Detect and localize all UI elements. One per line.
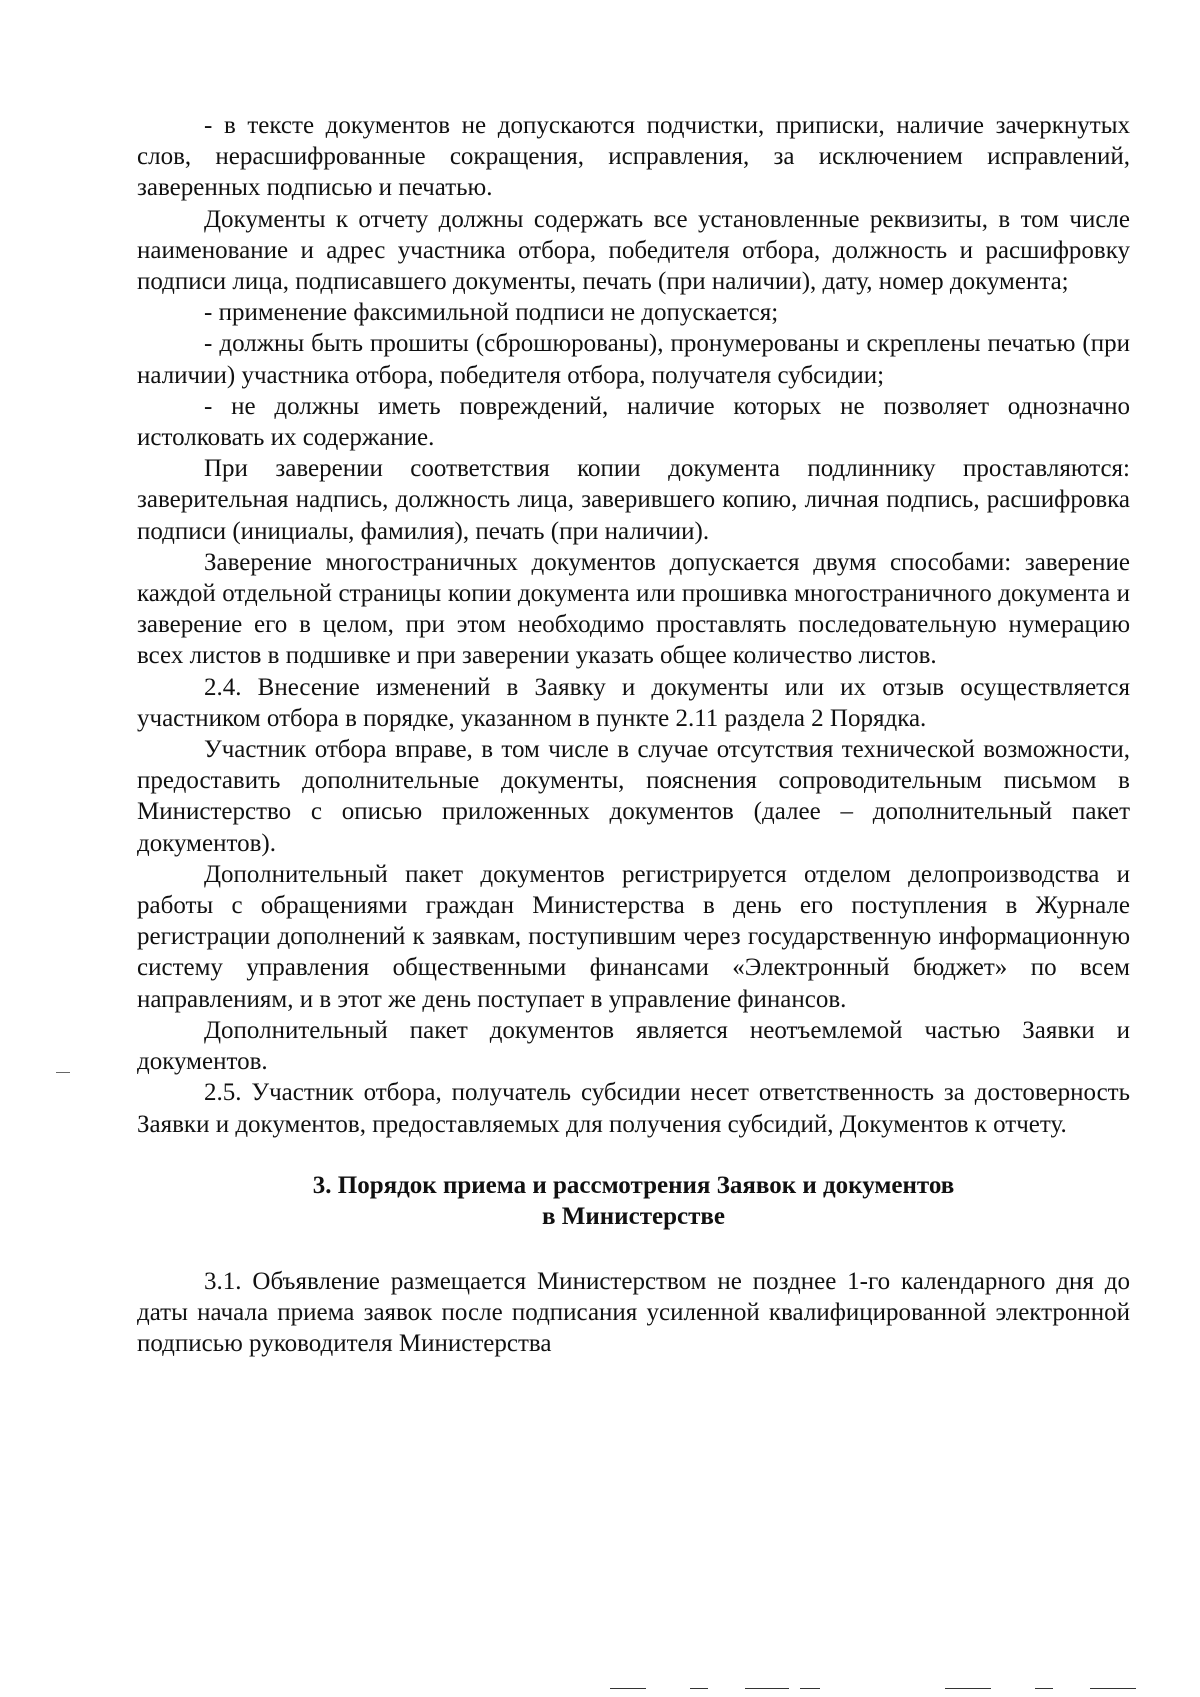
scan-mark (610, 1688, 646, 1689)
scan-mark (945, 1688, 991, 1689)
scan-mark (745, 1688, 789, 1689)
paragraph-2-5: 2.5. Участник отбора, получатель субсидии несет ответственность за достоверность Заявки и документов, предоставляемых для получения субсидий, Документов к отчету. (137, 1079, 1130, 1138)
paragraph-copy-certification: При заверении соответствия копии документа подлиннику проставляются: заверительная надпись, должность лица, заверившего копию, личная подпись, расшифровка подписи (инициалы, фамилия), печать (при наличии). (137, 455, 1130, 545)
paragraph-report-requisites: Документы к отчету должны содержать все установленные реквизиты, в том числе наименование и адрес участника отбора, победителя отбора, должность и расшифровку подписи лица, подписавшего документы, печать (при наличии), дату, номер документа; (137, 205, 1130, 296)
paragraph-3-1: 3.1. Объявление размещается Министерством не позднее 1-го календарного дня до даты начала приема заявок после подписания усиленной квалифицированной электронной подписью руководителя Министерства (137, 1267, 1130, 1358)
paragraph-multipage-certification: Заверение многостраничных документов допускается двумя способами: заверение каждой отдельной страницы копии документа или прошивка многостраничного документа и заверение его в целом, при этом необходимо проставлять последовательную нумерацию всех листов в подшивке и при заверении указать общее количество листов. (137, 548, 1130, 670)
paragraph-no-erasures: - в тексте документов не допускаются подчистки, приписки, наличие зачеркнутых слов, нерасшифрованные сокращения, исправления, за исключением исправлений, заверенных подписью и печатью. (137, 112, 1130, 202)
scan-mark (1090, 1688, 1136, 1689)
scan-mark (690, 1688, 708, 1689)
section-3-heading-line-2: в Министерстве (542, 1202, 725, 1230)
document-page (137, 110, 1130, 1359)
section-3-heading-line-1: 3. Порядок приема и рассмотрения Заявок и документов (312, 1171, 955, 1199)
paragraph-bound-numbered: - должны быть прошиты (сброшюрованы), пронумерованы и скреплены печатью (при наличии) участника отбора, победителя отбора, получателя субсидии; (137, 330, 1130, 389)
paragraph-additional-documents: Участник отбора вправе, в том числе в случае отсутствия технической возможности, предоставить дополнительные документы, пояснения сопроводительным письмом в Министерство с описью приложенных документов (далее – дополнительный пакет документов). (137, 736, 1130, 857)
scan-mark (1035, 1688, 1053, 1689)
scan-mark (56, 1072, 70, 1073)
paragraph-registration: Дополнительный пакет документов регистрируется отделом делопроизводства и работы с обращениями граждан Министерства в день его поступления в Журнале регистрации дополнений к заявкам, поступившим через государственную информационную систему управления общественными финансами «Электронный бюджет» по всем направлениям, и в этот же день поступает в управление финансов. (137, 860, 1130, 1013)
paragraph-no-damage: - не должны иметь повреждений, наличие которых не позволяет однозначно истолковать их содержание. (137, 392, 1130, 452)
paragraph-no-facsimile: - применение факсимильной подписи не допускается; (204, 299, 779, 327)
scan-mark (800, 1688, 820, 1689)
paragraph-2-4: 2.4. Внесение изменений в Заявку и документы или их отзыв осуществляется участником отбора в порядке, указанном в пункте 2.11 раздела 2 Порядка. (137, 673, 1130, 732)
paragraph-integral-part: Дополнительный пакет документов является неотъемлемой частью Заявки и документов. (137, 1016, 1130, 1076)
section-3-heading (137, 1170, 1130, 1232)
